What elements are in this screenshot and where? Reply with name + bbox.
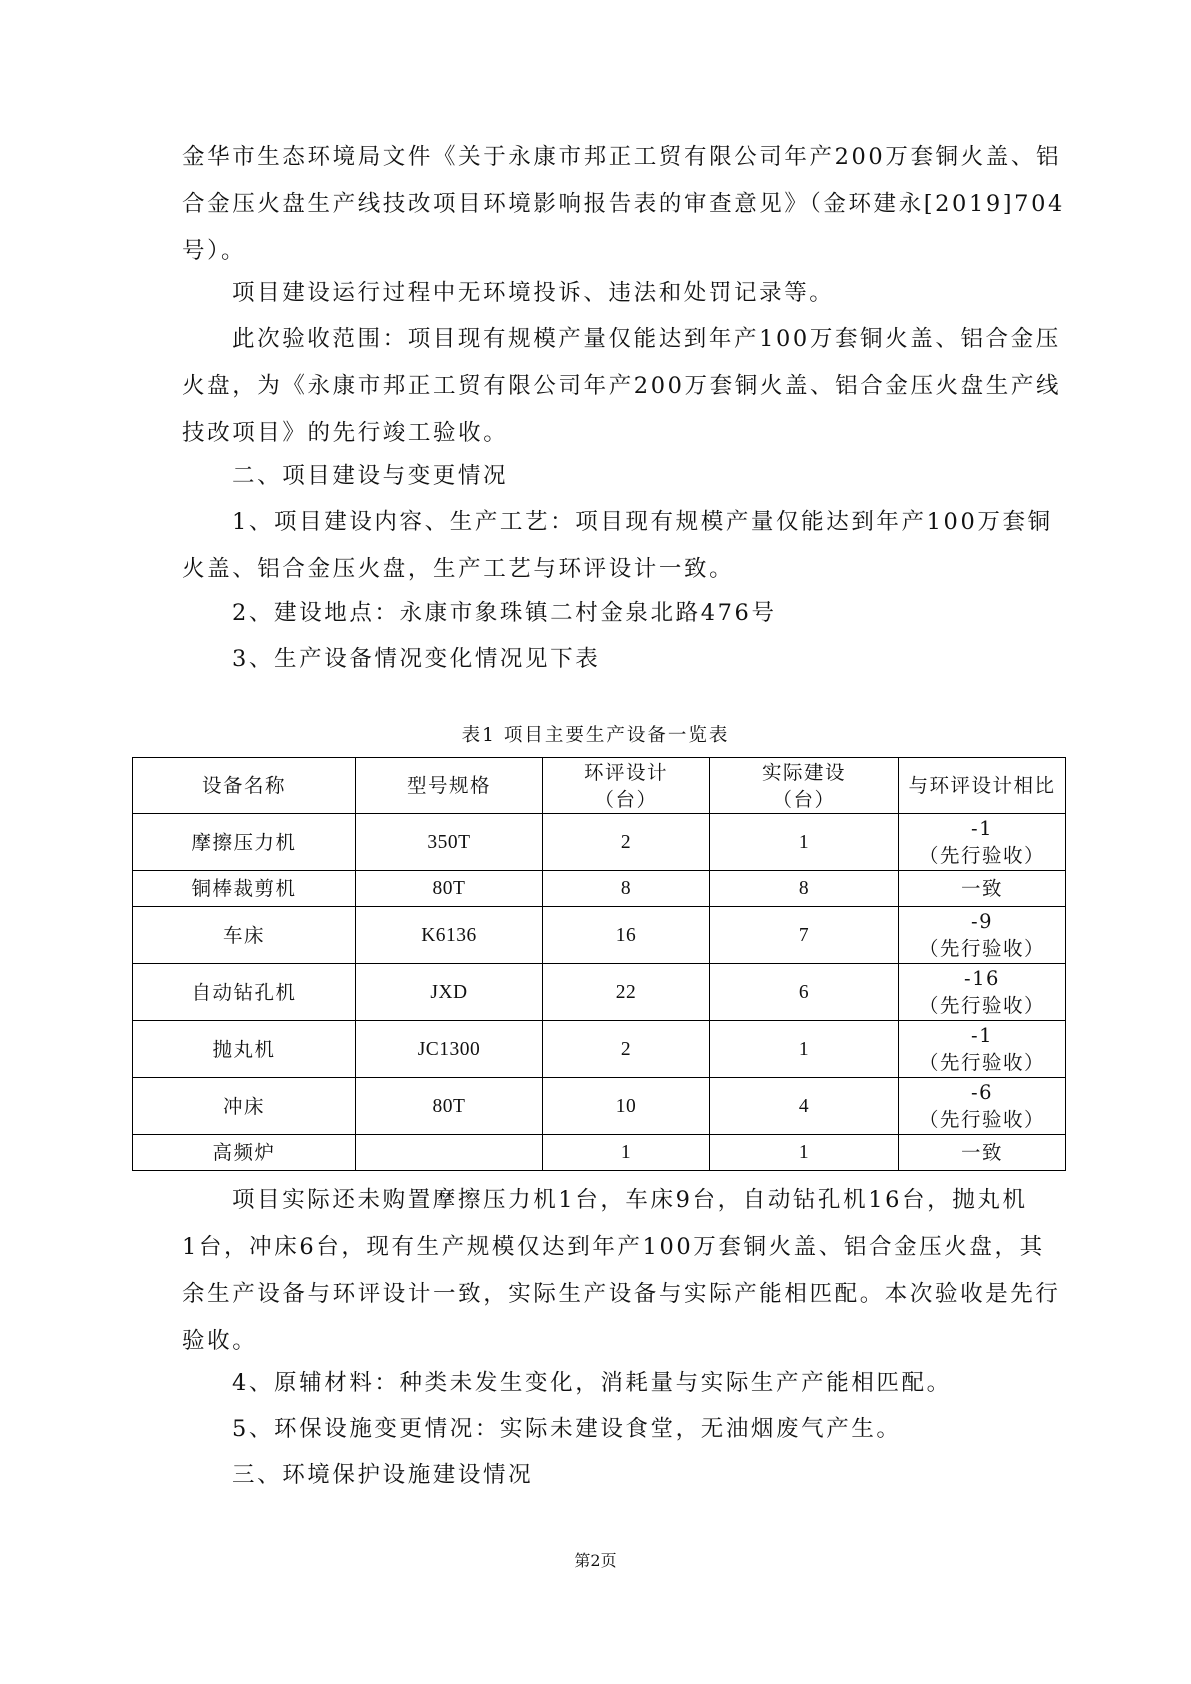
cell-name: 抛丸机 — [133, 1021, 356, 1078]
cell-actual: 1 — [710, 1135, 899, 1171]
cell-model: JC1300 — [356, 1021, 543, 1078]
cell-actual: 8 — [710, 871, 899, 907]
text-line: 1台，冲床6台，现有生产规模仅达到年产100万套铜火盖、铝合金压火盘，其 — [182, 1234, 1045, 1260]
text-line: 火盘，为《永康市邦正工贸有限公司年产200万套铜火盖、铝合金压火盘生产线 — [182, 373, 1062, 399]
header-device-name: 设备名称 — [133, 758, 356, 814]
text-line: 验收。 — [182, 1328, 258, 1354]
cell-actual: 4 — [710, 1078, 899, 1135]
cell-name: 摩擦压力机 — [133, 814, 356, 871]
page-number: 第2页 — [574, 1551, 617, 1570]
table-row — [133, 814, 1066, 871]
text-line: 此次验收范围：项目现有规模产量仅能达到年产100万套铜火盖、铝合金压 — [232, 326, 1061, 352]
text-line: 三、环境保护设施建设情况 — [232, 1462, 534, 1488]
cell-model: JXD — [356, 964, 543, 1021]
header-comparison: 与环评设计相比 — [899, 758, 1066, 814]
cell-actual: 1 — [710, 814, 899, 871]
header-actual-count: 实际建设 （台） — [710, 758, 899, 814]
cell-compare: 一致 — [899, 1135, 1066, 1171]
cell-design: 2 — [543, 814, 710, 871]
text-line: 5、环保设施变更情况：实际未建设食堂，无油烟废气产生。 — [232, 1416, 902, 1442]
cell-model: K6136 — [356, 907, 543, 964]
table-caption: 表1 项目主要生产设备一览表 — [461, 725, 730, 746]
cell-compare: -1 （先行验收） — [899, 1021, 1066, 1078]
paragraph-acceptance-scope — [182, 316, 1062, 457]
cell-model: 80T — [356, 1078, 543, 1135]
cell-name: 自动钻孔机 — [133, 964, 356, 1021]
cell-design: 2 — [543, 1021, 710, 1078]
cell-design: 1 — [543, 1135, 710, 1171]
cell-model — [356, 1135, 543, 1171]
cell-model: 80T — [356, 871, 543, 907]
cell-design: 22 — [543, 964, 710, 1021]
table-row — [133, 964, 1066, 1021]
paragraph-construction-content — [182, 499, 1053, 593]
cell-compare: -6 （先行验收） — [899, 1078, 1066, 1135]
header-model: 型号规格 — [356, 758, 543, 814]
cell-actual: 7 — [710, 907, 899, 964]
paragraph-not-purchased — [182, 1177, 1061, 1365]
paragraph-location — [182, 590, 1022, 637]
section-heading-3 — [182, 1452, 1022, 1499]
text-line: 二、项目建设与变更情况 — [232, 463, 509, 489]
table-row — [133, 1135, 1066, 1171]
cell-name: 冲床 — [133, 1078, 356, 1135]
paragraph-env-facilities — [182, 1406, 1022, 1453]
text-line: 3、生产设备情况变化情况见下表 — [232, 646, 601, 672]
text-line: 金华市生态环境局文件《关于永康市邦正工贸有限公司年产200万套铜火盖、铝 — [182, 144, 1062, 170]
table-row — [133, 907, 1066, 964]
table-row — [133, 1078, 1066, 1135]
cell-name: 高频炉 — [133, 1135, 356, 1171]
cell-design: 8 — [543, 871, 710, 907]
cell-design: 10 — [543, 1078, 710, 1135]
text-line: 火盖、铝合金压火盘，生产工艺与环评设计一致。 — [182, 556, 735, 582]
header-design-count: 环评设计 （台） — [543, 758, 710, 814]
cell-compare: 一致 — [899, 871, 1066, 907]
text-line: 余生产设备与环评设计一致，实际生产设备与实际产能相匹配。本次验收是先行 — [182, 1281, 1061, 1307]
paragraph-equipment-intro — [182, 636, 1022, 683]
paragraph-no-complaints — [182, 270, 1022, 317]
text-line: 1、项目建设内容、生产工艺：项目现有规模产量仅能达到年产100万套铜 — [232, 509, 1053, 535]
table-header-row — [133, 758, 1066, 814]
cell-name: 车床 — [133, 907, 356, 964]
cell-compare: -9 （先行验收） — [899, 907, 1066, 964]
cell-compare: -1 （先行验收） — [899, 814, 1066, 871]
text-line: 项目实际还未购置摩擦压力机1台，车床9台，自动钻孔机16台，抛丸机 — [232, 1187, 1028, 1213]
cell-model: 350T — [356, 814, 543, 871]
cell-actual: 1 — [710, 1021, 899, 1078]
cell-name: 铜棒裁剪机 — [133, 871, 356, 907]
table-row — [133, 1021, 1066, 1078]
cell-actual: 6 — [710, 964, 899, 1021]
cell-design: 16 — [543, 907, 710, 964]
paragraph-raw-materials — [182, 1360, 1022, 1407]
text-line: 4、原辅材料：种类未发生变化，消耗量与实际生产产能相匹配。 — [232, 1370, 952, 1396]
table-row — [133, 871, 1066, 907]
text-line: 2、建设地点：永康市象珠镇二村金泉北路476号 — [232, 600, 777, 626]
text-line: 号）。 — [182, 238, 247, 264]
section-heading-2 — [182, 453, 1022, 500]
text-line: 合金压火盘生产线技改项目环境影响报告表的审查意见》（金环建永[2019]704 — [182, 191, 1065, 217]
text-line: 技改项目》的先行竣工验收。 — [182, 420, 509, 446]
text-line: 项目建设运行过程中无环境投诉、违法和处罚记录等。 — [232, 280, 835, 306]
cell-compare: -16 （先行验收） — [899, 964, 1066, 1021]
paragraph-review-opinion — [182, 134, 1065, 275]
equipment-table — [132, 757, 1066, 1171]
